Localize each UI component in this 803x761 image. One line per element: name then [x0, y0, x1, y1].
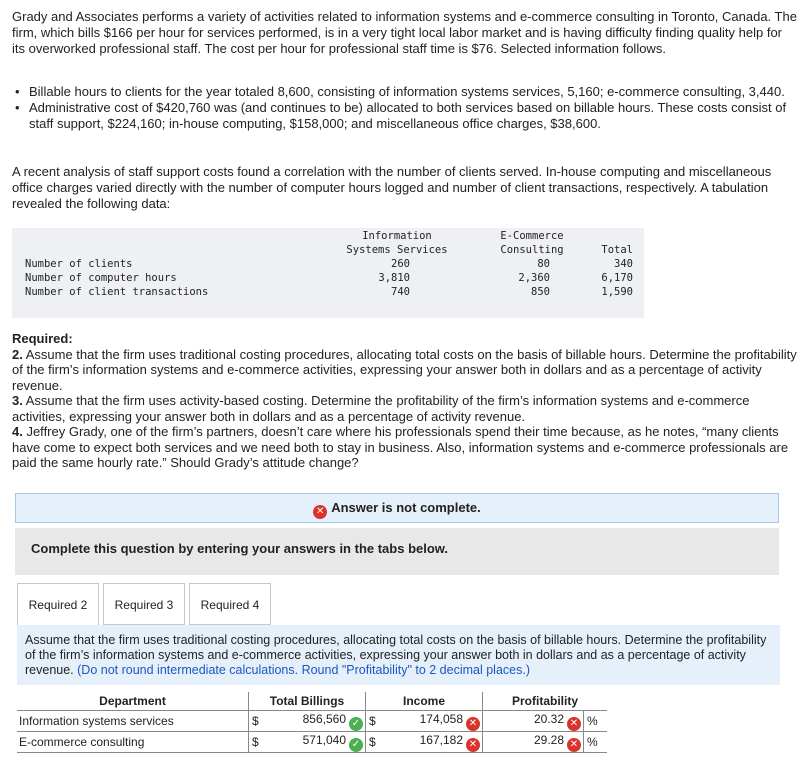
header-income: Income — [366, 692, 483, 711]
complete-instruction: Complete this question by entering your answers in the tabs below. — [15, 528, 779, 575]
currency-symbol: $ — [249, 711, 265, 732]
x-circle-icon: ✕ — [567, 717, 581, 731]
cell-is-hours: 3,810 — [378, 272, 410, 284]
tab-required-2[interactable]: Required 2 — [17, 583, 99, 626]
cell-is-clients: 260 — [391, 258, 410, 270]
tab-instruction — [17, 625, 780, 685]
header-profitability: Profitability — [483, 692, 608, 711]
info-bullets — [12, 84, 797, 132]
cell-ec-hours: 2,360 — [518, 272, 550, 284]
profitability-input[interactable] — [483, 711, 584, 732]
cell-is-transactions: 740 — [391, 286, 410, 298]
percent-sign: % — [584, 711, 608, 732]
percent-sign: % — [584, 732, 608, 753]
instruction-note: (Do not round intermediate calculations. Round "Profitability" to 2 decimal places.) — [77, 663, 530, 677]
tab-required-4[interactable]: Required 4 — [189, 583, 271, 625]
row-label: Number of computer hours — [25, 272, 177, 284]
income-input[interactable] — [381, 711, 482, 732]
intro-paragraph: Grady and Associates performs a variety of activities related to information systems and e-commerce consulting in Toronto, Canada. The firm, which bills $166 per hour for services performed, is in a very tight local labor market and is having difficulty finding quality help for its overworked professional staff. The cost per hour for professional staff time is $76. Selected information follows. — [12, 9, 797, 56]
cell-total-hours: 6,170 — [601, 272, 633, 284]
row-label: Number of clients — [25, 258, 133, 270]
col-ec-header-2: Consulting — [500, 244, 564, 256]
instruction-text: Assume that the firm uses traditional costing procedures, allocating total costs on the basis of billable hours. Determine the profitability of the firm’s information systems and e-commerce activities, expressing your answer both in dollars and as a percentage of activity revenue. — [25, 633, 767, 677]
answer-table — [17, 692, 607, 753]
bullet-billable-hours: • Billable hours to clients for the year totaled 8,600, consisting of information systems services, 5,160; e-commerce consulting, 3,440. — [12, 84, 797, 100]
currency-symbol: $ — [249, 732, 265, 753]
activity-data-table — [12, 228, 644, 318]
currency-symbol: $ — [366, 711, 382, 732]
cell-total-clients: 340 — [614, 258, 633, 270]
profitability-value: 20.32 — [533, 711, 564, 726]
cell-ec-clients: 80 — [537, 258, 550, 270]
q4-text: Jeffrey Grady, one of the firm’s partners, doesn’t care where his professionals spend their time because, as he notes, “many clients have come to expect both services and we need both to stay in business. Also, information systems and e-commerce professionals are paid the same hourly rate.” Should Grady’s attitude change? — [12, 424, 789, 470]
q2-number: 2. — [12, 346, 23, 362]
q2-text: Assume that the firm uses traditional costing procedures, allocating total costs on the basis of billable hours. Determine the profitability of the firm’s information systems and e-commerce activities, expressing your answer both in dollars and as a percentage of activity revenue. — [12, 346, 797, 393]
header-department: Department — [17, 692, 249, 711]
currency-symbol: $ — [366, 732, 382, 753]
x-circle-icon: ✕ — [567, 738, 581, 752]
answer-status-banner — [15, 493, 779, 523]
q4-number: 4. — [12, 424, 23, 439]
required-heading: Required: — [12, 331, 73, 346]
billings-input[interactable] — [264, 711, 365, 732]
required-section — [12, 331, 802, 471]
dept-label: Information systems services — [17, 711, 249, 732]
col-ec-header-1: E-Commerce — [500, 230, 564, 242]
bullet-admin-cost: • Administrative cost of $420,760 was (and continues to be) allocated to both services based on billable hours. These costs consist of staff support, $224,160; in-house computing, $158,000; and miscellaneous office charges, $38,600. — [12, 100, 797, 132]
income-input[interactable] — [381, 732, 482, 753]
billings-value: 571,040 — [302, 732, 346, 747]
dept-label: E-commerce consulting — [17, 732, 249, 753]
profitability-input[interactable] — [483, 732, 584, 753]
col-is-header-1: Information — [362, 230, 432, 242]
income-value: 167,182 — [419, 732, 463, 747]
check-circle-icon: ✓ — [349, 717, 363, 731]
analysis-paragraph: A recent analysis of staff support costs found a correlation with the number of clients served. In-house computing and miscellaneous office charges varied directly with the number of computer hours logged and number of client transactions, respectively. A tabulation revealed the following data: — [12, 164, 772, 211]
row-label: Number of client transactions — [25, 286, 209, 298]
tab-required-3[interactable]: Required 3 — [103, 583, 185, 625]
table-row — [17, 711, 607, 732]
col-total-header: Total — [601, 244, 633, 256]
table-row — [17, 732, 607, 753]
q3-number: 3. — [12, 393, 23, 408]
x-circle-icon: ✕ — [466, 717, 480, 731]
check-circle-icon: ✓ — [349, 738, 363, 752]
income-value: 174,058 — [419, 711, 463, 726]
x-circle-icon: ✕ — [466, 738, 480, 752]
billings-input[interactable] — [264, 732, 365, 753]
profitability-value: 29.28 — [533, 732, 564, 747]
answer-status-text: Answer is not complete. — [331, 500, 481, 515]
header-total-billings: Total Billings — [249, 692, 366, 711]
cell-ec-transactions: 850 — [531, 286, 550, 298]
q3-text: Assume that the firm uses activity-based costing. Determine the profitability of the firm’s information systems and e-commerce activities, expressing your answer both in dollars and as a percentage of activity revenue. — [12, 393, 750, 424]
x-circle-icon: ✕ — [313, 505, 327, 519]
billings-value: 856,560 — [302, 711, 346, 726]
col-is-header-2: Systems Services — [346, 244, 448, 256]
cell-total-transactions: 1,590 — [601, 286, 633, 298]
